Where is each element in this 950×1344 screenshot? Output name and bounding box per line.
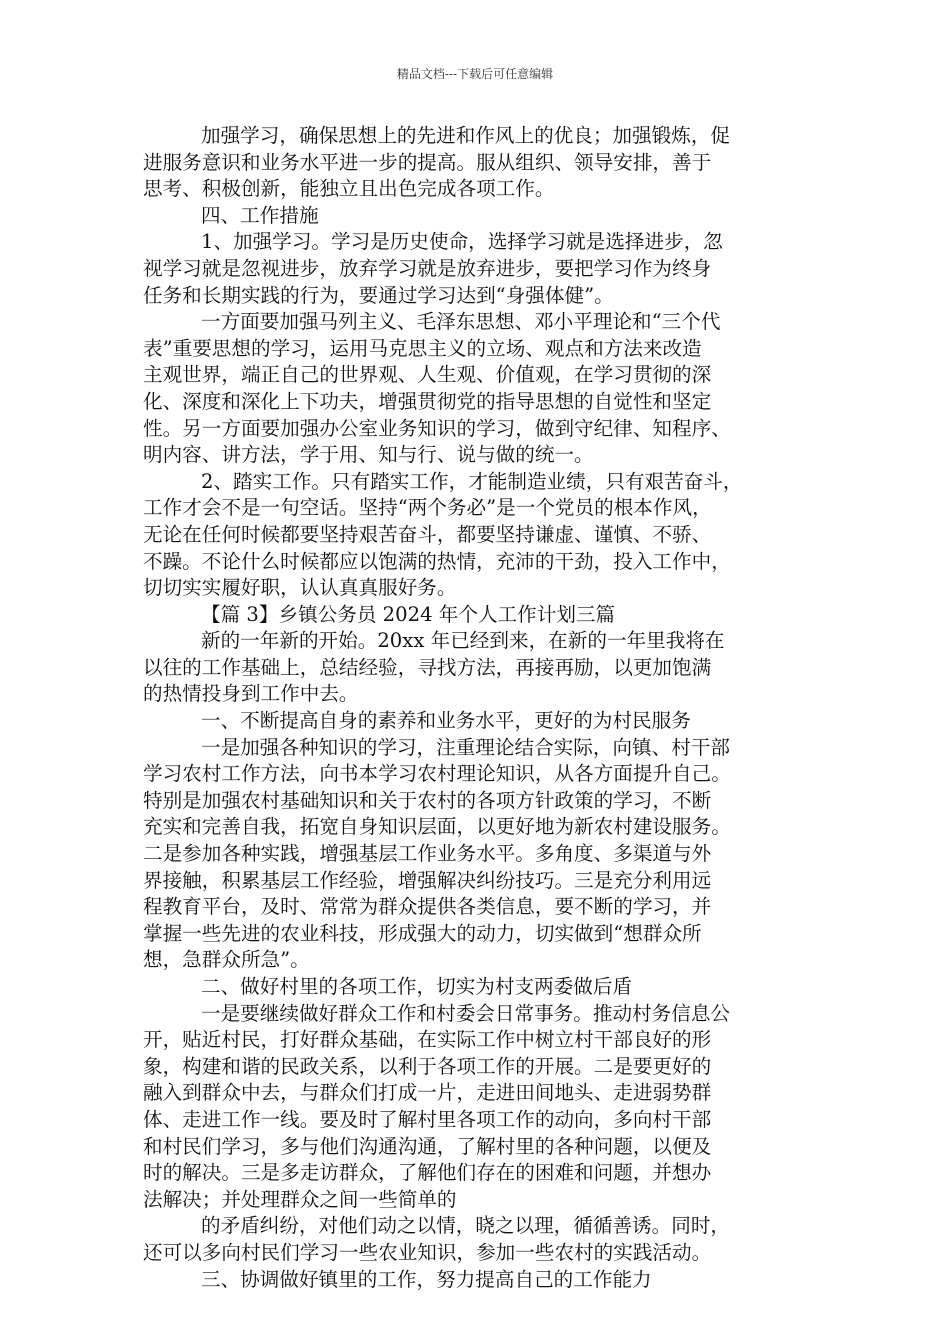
text-line: 四、工作措施 xyxy=(201,203,319,227)
text-line: 一方面要加强马列主义、毛泽东思想、邓小平理论和“三个代 xyxy=(201,310,721,334)
text-line: 充实和完善自我，拓宽自身知识层面，以更好地为新农村建设服务。 xyxy=(143,815,731,839)
text-line: 程教育平台，及时、常常为群众提供各类信息，要不断的学习，并 xyxy=(143,895,712,919)
text-line: 工作才会不是一句空话。坚持“两个务必”是一个党员的根本作风， xyxy=(143,496,712,520)
text-line: 新的一年新的开始。20xx 年已经到来，在新的一年里我将在 xyxy=(201,629,725,653)
text-line: 界接触，积累基层工作经验，增强解决纠纷技巧。三是充分利用远 xyxy=(143,868,712,892)
text-line: 明内容、讲方法，学于用、知与行、说与做的统一。 xyxy=(143,443,594,467)
text-line: 一、不断提高自身的素养和业务水平，更好的为村民服务 xyxy=(201,709,691,733)
text-line: 进服务意识和业务水平进一步的提高。服从组织、领导安排，善于 xyxy=(143,150,712,174)
text-line: 特别是加强农村基础知识和关于农村的各项方针政策的学习，不断 xyxy=(143,788,712,812)
text-line: 化、深度和深化上下功夫，增强贯彻党的指导思想的自觉性和坚定 xyxy=(143,389,712,413)
text-line: 性。另一方面要加强办公室业务知识的学习，做到守纪律、知程序、 xyxy=(143,416,731,440)
text-line: 象，构建和谐的民政关系，以利于各项工作的开展。二是要更好的 xyxy=(143,1054,712,1078)
text-line: 还可以多向村民们学习一些农业知识，参加一些农村的实践活动。 xyxy=(143,1240,712,1264)
text-line: 的热情投身到工作中去。 xyxy=(143,682,359,706)
text-line: 以往的工作基础上，总结经验，寻找方法，再接再励，以更加饱满 xyxy=(143,655,712,679)
document-body xyxy=(143,123,805,1293)
text-line: 无论在任何时候都要坚持艰苦奋斗，都要坚持谦虚、谨慎、不骄、 xyxy=(143,522,712,546)
text-line: 学习农村工作方法，向书本学习农村理论知识，从各方面提升自己。 xyxy=(143,762,731,786)
text-line: 二、做好村里的各项工作，切实为村支两委做后盾 xyxy=(201,975,633,998)
text-line: 三、协调做好镇里的工作，努力提高自己的工作能力 xyxy=(201,1267,652,1291)
text-line: 主观世界，端正自己的世界观、人生观、价值观，在学习贯彻的深 xyxy=(143,363,712,387)
text-line: 不躁。不论什么时候都应以饱满的热情，充沛的干劲，投入工作中， xyxy=(143,549,731,573)
text-line: 切切实实履好职，认认真真服好务。 xyxy=(143,576,457,600)
text-line: 【篇 3】乡镇公务员 2024 年个人工作计划三篇 xyxy=(201,602,616,626)
text-line: 二是参加各种实践，增强基层工作业务水平。多角度、多渠道与外 xyxy=(143,842,712,866)
text-line: 掌握一些先进的农业科技，形成强大的动力，切实做到“想群众所 xyxy=(143,921,702,945)
text-line: 法解决；并处理群众之间一些简单的 xyxy=(143,1187,457,1211)
page-header: 精品文档---下载后可任意编辑 xyxy=(396,67,554,81)
text-line: 想，急群众所急”。 xyxy=(143,948,310,972)
text-line: 一是要继续做好群众工作和村委会日常事务。推动村务信息公 xyxy=(201,1001,731,1025)
text-line: 1、加强学习。学习是历史使命，选择学习就是选择进步，忽 xyxy=(201,230,723,254)
text-line: 体、走进工作一线。要及时了解村里各项工作的动向，多向村干部 xyxy=(143,1107,712,1131)
text-line: 开，贴近村民，打好群众基础，在实际工作中树立村干部良好的形 xyxy=(143,1028,712,1052)
text-line: 任务和长期实践的行为，要通过学习达到“身强体健”。 xyxy=(143,283,614,307)
text-line: 视学习就是忽视进步，放弃学习就是放弃进步，要把学习作为终身 xyxy=(143,256,712,280)
text-line: 时的解决。三是多走访群众，了解他们存在的困难和问题，并想办 xyxy=(143,1161,712,1185)
text-line: 表”重要思想的学习，运用马克思主义的立场、观点和方法来改造 xyxy=(143,336,702,360)
text-line: 思考、积极创新，能独立且出色完成各项工作。 xyxy=(143,177,555,201)
text-line: 和村民们学习，多与他们沟通沟通，了解村里的各种问题，以便及 xyxy=(143,1134,712,1158)
text-line: 的矛盾纠纷，对他们动之以情，晓之以理，循循善诱。同时， xyxy=(201,1214,731,1238)
text-line: 融入到群众中去，与群众们打成一片，走进田间地头、走进弱势群 xyxy=(143,1081,712,1105)
text-line: 加强学习，确保思想上的先进和作风上的优良；加强锻炼，促 xyxy=(201,124,731,147)
text-line: 2、踏实工作。只有踏实工作，才能制造业绩，只有艰苦奋斗， xyxy=(201,469,743,493)
text-line: 一是加强各种知识的学习，注重理论结合实际，向镇、村干部 xyxy=(201,735,731,759)
